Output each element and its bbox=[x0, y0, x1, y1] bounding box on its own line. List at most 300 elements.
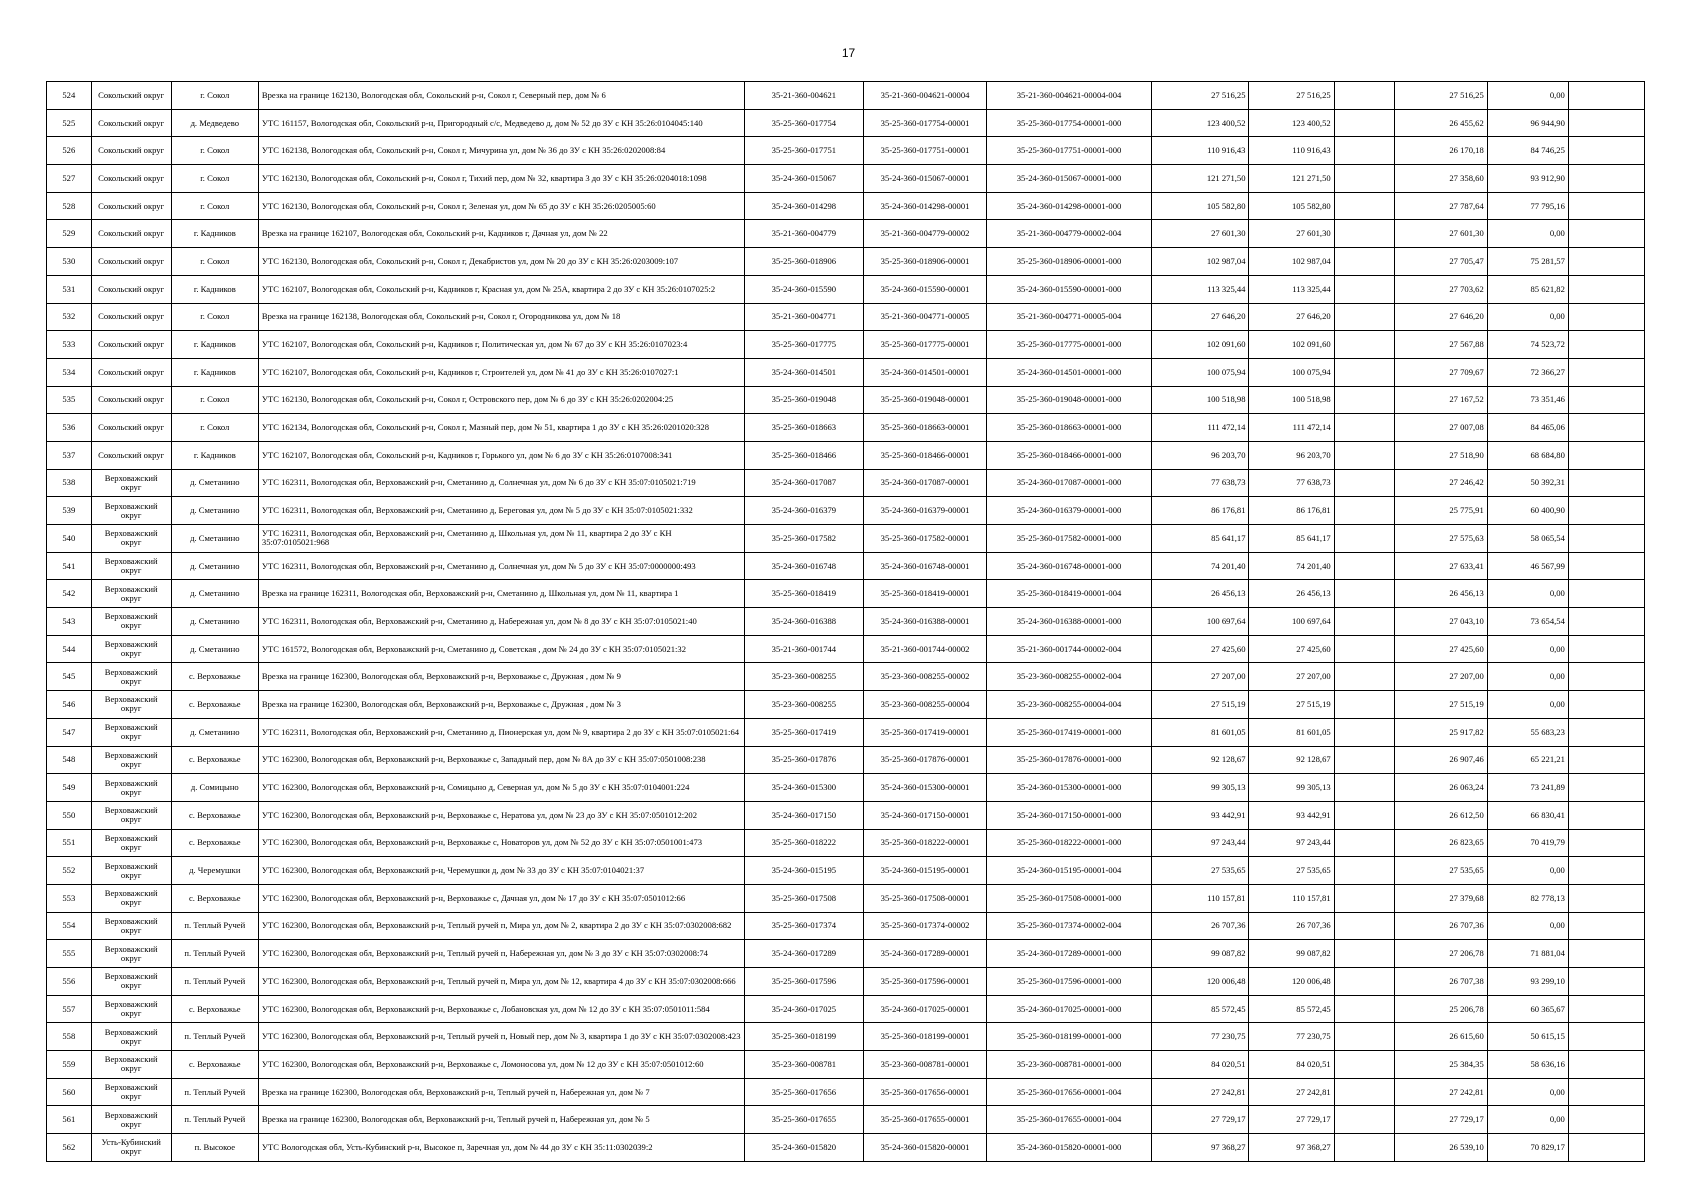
settlement-cell: г. Сокол bbox=[171, 192, 258, 220]
total-cost-cell: 97 243,44 bbox=[1152, 829, 1249, 857]
empty-cell bbox=[1334, 137, 1395, 165]
empty-cell bbox=[1334, 165, 1395, 193]
table-row bbox=[47, 995, 1645, 1023]
settlement-cell: д. Сметанино bbox=[171, 635, 258, 663]
base-cost-cell: 26 615,60 bbox=[1395, 1023, 1487, 1051]
point-code-cell: 35-25-360-017374-00002-004 bbox=[986, 912, 1151, 940]
subobject-code-cell: 35-25-360-017419-00001 bbox=[864, 718, 987, 746]
extra-cost-cell: 73 654,54 bbox=[1487, 608, 1568, 636]
subobject-code-cell: 35-25-360-018466-00001 bbox=[864, 441, 987, 469]
table-row bbox=[47, 857, 1645, 885]
empty-cell bbox=[1334, 1106, 1395, 1134]
base-cost-cell: 25 917,82 bbox=[1395, 718, 1487, 746]
subobject-code-cell: 35-25-360-018419-00001 bbox=[864, 580, 987, 608]
point-code-cell: 35-25-360-017656-00001-004 bbox=[986, 1078, 1151, 1106]
settlement-cell: д. Сметанино bbox=[171, 580, 258, 608]
total-cost-cell: 123 400,52 bbox=[1152, 109, 1249, 137]
note-cell bbox=[1568, 1051, 1644, 1079]
table-row bbox=[47, 82, 1645, 110]
settlement-cell: г. Сокол bbox=[171, 414, 258, 442]
registry-table-body bbox=[47, 82, 1645, 1162]
row-number-cell: 562 bbox=[47, 1134, 92, 1162]
note-cell bbox=[1568, 1106, 1644, 1134]
row-number-cell: 537 bbox=[47, 441, 92, 469]
address-cell: УТС 162130, Вологодская обл, Сокольский р-н, Сокол г, Декабристов ул, дом № 20 до ЗУ с КН 35:26:0203009:107 bbox=[258, 248, 744, 276]
base-cost-cell: 27 043,10 bbox=[1395, 608, 1487, 636]
table-row bbox=[47, 608, 1645, 636]
district-cell: Сокольский округ bbox=[91, 331, 171, 359]
cost-cell: 86 176,81 bbox=[1249, 497, 1334, 525]
settlement-cell: с. Верховажье bbox=[171, 746, 258, 774]
extra-cost-cell: 66 830,41 bbox=[1487, 801, 1568, 829]
note-cell bbox=[1568, 580, 1644, 608]
address-cell: УТС 162300, Вологодская обл, Верховажский р-н, Сомицыно д, Северная ул, дом № 5 до ЗУ с КН 35:07:0104001:224 bbox=[258, 774, 744, 802]
address-cell: Врезка на границе 162311, Вологодская обл, Верховажский р-н, Сметанино д, Школьная ул, дом № 11, квартира 1 bbox=[258, 580, 744, 608]
note-cell bbox=[1568, 358, 1644, 386]
empty-cell bbox=[1334, 663, 1395, 691]
object-code-cell: 35-24-360-016748 bbox=[744, 552, 864, 580]
cost-cell: 121 271,50 bbox=[1249, 165, 1334, 193]
extra-cost-cell: 0,00 bbox=[1487, 1106, 1568, 1134]
object-code-cell: 35-24-360-016388 bbox=[744, 608, 864, 636]
object-code-cell: 35-24-360-015195 bbox=[744, 857, 864, 885]
subobject-code-cell: 35-23-360-008255-00002 bbox=[864, 663, 987, 691]
note-cell bbox=[1568, 857, 1644, 885]
cost-cell: 113 325,44 bbox=[1249, 275, 1334, 303]
table-row bbox=[47, 801, 1645, 829]
empty-cell bbox=[1334, 801, 1395, 829]
cost-cell: 27 535,65 bbox=[1249, 857, 1334, 885]
address-cell: УТС 162300, Вологодская обл, Верховажский р-н, Теплый ручей п, Мира ул, дом № 2, квартира 2 до ЗУ с КН 35:07:0302008:682 bbox=[258, 912, 744, 940]
point-code-cell: 35-25-360-018906-00001-000 bbox=[986, 248, 1151, 276]
base-cost-cell: 27 705,47 bbox=[1395, 248, 1487, 276]
empty-cell bbox=[1334, 109, 1395, 137]
table-row bbox=[47, 552, 1645, 580]
extra-cost-cell: 82 778,13 bbox=[1487, 884, 1568, 912]
point-code-cell: 35-21-360-004621-00004-004 bbox=[986, 82, 1151, 110]
extra-cost-cell: 77 795,16 bbox=[1487, 192, 1568, 220]
base-cost-cell: 27 567,88 bbox=[1395, 331, 1487, 359]
object-code-cell: 35-25-360-017876 bbox=[744, 746, 864, 774]
subobject-code-cell: 35-25-360-017754-00001 bbox=[864, 109, 987, 137]
total-cost-cell: 93 442,91 bbox=[1152, 801, 1249, 829]
total-cost-cell: 99 087,82 bbox=[1152, 940, 1249, 968]
total-cost-cell: 105 582,80 bbox=[1152, 192, 1249, 220]
district-cell: Сокольский округ bbox=[91, 109, 171, 137]
note-cell bbox=[1568, 109, 1644, 137]
district-cell: Сокольский округ bbox=[91, 441, 171, 469]
cost-cell: 26 456,13 bbox=[1249, 580, 1334, 608]
settlement-cell: д. Сметанино bbox=[171, 718, 258, 746]
point-code-cell: 35-24-360-015067-00001-000 bbox=[986, 165, 1151, 193]
note-cell bbox=[1568, 497, 1644, 525]
note-cell bbox=[1568, 718, 1644, 746]
address-cell: УТС 162107, Вологодская обл, Сокольский р-н, Кадников г, Красная ул, дом № 25А, квартира 2 до ЗУ с КН 35:26:0107025:2 bbox=[258, 275, 744, 303]
note-cell bbox=[1568, 746, 1644, 774]
note-cell bbox=[1568, 995, 1644, 1023]
extra-cost-cell: 84 746,25 bbox=[1487, 137, 1568, 165]
object-code-cell: 35-24-360-017150 bbox=[744, 801, 864, 829]
point-code-cell: 35-21-360-004771-00005-004 bbox=[986, 303, 1151, 331]
address-cell: УТС 162311, Вологодская обл, Верховажский р-н, Сметанино д, Набережная ул, дом № 8 до ЗУ с КН 35:07:0105021:40 bbox=[258, 608, 744, 636]
note-cell bbox=[1568, 469, 1644, 497]
point-code-cell: 35-21-360-004779-00002-004 bbox=[986, 220, 1151, 248]
table-row bbox=[47, 663, 1645, 691]
note-cell bbox=[1568, 220, 1644, 248]
base-cost-cell: 27 246,42 bbox=[1395, 469, 1487, 497]
subobject-code-cell: 35-25-360-018222-00001 bbox=[864, 829, 987, 857]
cost-cell: 120 006,48 bbox=[1249, 968, 1334, 996]
table-row bbox=[47, 220, 1645, 248]
settlement-cell: с. Верховажье bbox=[171, 691, 258, 719]
note-cell bbox=[1568, 663, 1644, 691]
object-code-cell: 35-24-360-014501 bbox=[744, 358, 864, 386]
table-row bbox=[47, 1023, 1645, 1051]
object-code-cell: 35-24-360-015067 bbox=[744, 165, 864, 193]
object-code-cell: 35-21-360-004621 bbox=[744, 82, 864, 110]
row-number-cell: 555 bbox=[47, 940, 92, 968]
point-code-cell: 35-24-360-014298-00001-000 bbox=[986, 192, 1151, 220]
cost-cell: 100 697,64 bbox=[1249, 608, 1334, 636]
extra-cost-cell: 0,00 bbox=[1487, 580, 1568, 608]
subobject-code-cell: 35-25-360-017582-00001 bbox=[864, 525, 987, 553]
subobject-code-cell: 35-25-360-017751-00001 bbox=[864, 137, 987, 165]
table-row bbox=[47, 386, 1645, 414]
address-cell: Врезка на границе 162300, Вологодская обл, Верховажский р-н, Верховажье с, Дружная , дом № 9 bbox=[258, 663, 744, 691]
row-number-cell: 561 bbox=[47, 1106, 92, 1134]
cost-cell: 102 987,04 bbox=[1249, 248, 1334, 276]
extra-cost-cell: 65 221,21 bbox=[1487, 746, 1568, 774]
total-cost-cell: 96 203,70 bbox=[1152, 441, 1249, 469]
extra-cost-cell: 73 241,89 bbox=[1487, 774, 1568, 802]
object-code-cell: 35-24-360-015820 bbox=[744, 1134, 864, 1162]
address-cell: УТС 162107, Вологодская обл, Сокольский р-н, Кадников г, Строителей ул, дом № 41 до ЗУ с КН 35:26:0107027:1 bbox=[258, 358, 744, 386]
base-cost-cell: 26 707,38 bbox=[1395, 968, 1487, 996]
row-number-cell: 524 bbox=[47, 82, 92, 110]
district-cell: Усть-Кубинский округ bbox=[91, 1134, 171, 1162]
address-cell: УТС 161572, Вологодская обл, Верховажский р-н, Сметанино д, Советская , дом № 24 до ЗУ с КН 35:07:0105021:32 bbox=[258, 635, 744, 663]
extra-cost-cell: 70 829,17 bbox=[1487, 1134, 1568, 1162]
point-code-cell: 35-25-360-017508-00001-000 bbox=[986, 884, 1151, 912]
empty-cell bbox=[1334, 441, 1395, 469]
table-row bbox=[47, 248, 1645, 276]
total-cost-cell: 100 518,98 bbox=[1152, 386, 1249, 414]
cost-cell: 74 201,40 bbox=[1249, 552, 1334, 580]
object-code-cell: 35-24-360-017025 bbox=[744, 995, 864, 1023]
subobject-code-cell: 35-24-360-016388-00001 bbox=[864, 608, 987, 636]
table-row bbox=[47, 746, 1645, 774]
table-row bbox=[47, 165, 1645, 193]
row-number-cell: 547 bbox=[47, 718, 92, 746]
point-code-cell: 35-25-360-017754-00001-000 bbox=[986, 109, 1151, 137]
subobject-code-cell: 35-24-360-014501-00001 bbox=[864, 358, 987, 386]
extra-cost-cell: 72 366,27 bbox=[1487, 358, 1568, 386]
total-cost-cell: 26 707,36 bbox=[1152, 912, 1249, 940]
subobject-code-cell: 35-25-360-017508-00001 bbox=[864, 884, 987, 912]
row-number-cell: 538 bbox=[47, 469, 92, 497]
object-code-cell: 35-21-360-001744 bbox=[744, 635, 864, 663]
table-row bbox=[47, 1078, 1645, 1106]
total-cost-cell: 86 176,81 bbox=[1152, 497, 1249, 525]
base-cost-cell: 26 063,24 bbox=[1395, 774, 1487, 802]
address-cell: УТС 162300, Вологодская обл, Верховажский р-н, Верховажье с, Новаторов ул, дом № 52 до ЗУ с КН 35:07:0501001:473 bbox=[258, 829, 744, 857]
table-row bbox=[47, 497, 1645, 525]
empty-cell bbox=[1334, 414, 1395, 442]
table-row bbox=[47, 718, 1645, 746]
base-cost-cell: 27 516,25 bbox=[1395, 82, 1487, 110]
object-code-cell: 35-25-360-017374 bbox=[744, 912, 864, 940]
district-cell: Верховажский округ bbox=[91, 580, 171, 608]
address-cell: УТС 162107, Вологодская обл, Сокольский р-н, Кадников г, Политическая ул, дом № 67 до ЗУ с КН 35:26:0107023:4 bbox=[258, 331, 744, 359]
row-number-cell: 543 bbox=[47, 608, 92, 636]
subobject-code-cell: 35-24-360-015590-00001 bbox=[864, 275, 987, 303]
extra-cost-cell: 0,00 bbox=[1487, 691, 1568, 719]
settlement-cell: д. Медведево bbox=[171, 109, 258, 137]
point-code-cell: 35-24-360-016748-00001-000 bbox=[986, 552, 1151, 580]
base-cost-cell: 27 379,68 bbox=[1395, 884, 1487, 912]
extra-cost-cell: 60 400,90 bbox=[1487, 497, 1568, 525]
point-code-cell: 35-25-360-018222-00001-000 bbox=[986, 829, 1151, 857]
subobject-code-cell: 35-24-360-015300-00001 bbox=[864, 774, 987, 802]
point-code-cell: 35-25-360-017419-00001-000 bbox=[986, 718, 1151, 746]
row-number-cell: 529 bbox=[47, 220, 92, 248]
point-code-cell: 35-24-360-015300-00001-000 bbox=[986, 774, 1151, 802]
settlement-cell: г. Сокол bbox=[171, 303, 258, 331]
district-cell: Верховажский округ bbox=[91, 718, 171, 746]
point-code-cell: 35-23-360-008255-00002-004 bbox=[986, 663, 1151, 691]
table-row bbox=[47, 469, 1645, 497]
settlement-cell: г. Кадников bbox=[171, 331, 258, 359]
point-code-cell: 35-25-360-017751-00001-000 bbox=[986, 137, 1151, 165]
row-number-cell: 551 bbox=[47, 829, 92, 857]
settlement-cell: г. Сокол bbox=[171, 137, 258, 165]
empty-cell bbox=[1334, 331, 1395, 359]
row-number-cell: 527 bbox=[47, 165, 92, 193]
object-code-cell: 35-24-360-017289 bbox=[744, 940, 864, 968]
base-cost-cell: 27 729,17 bbox=[1395, 1106, 1487, 1134]
point-code-cell: 35-25-360-019048-00001-000 bbox=[986, 386, 1151, 414]
extra-cost-cell: 0,00 bbox=[1487, 635, 1568, 663]
note-cell bbox=[1568, 884, 1644, 912]
row-number-cell: 526 bbox=[47, 137, 92, 165]
extra-cost-cell: 96 944,90 bbox=[1487, 109, 1568, 137]
point-code-cell: 35-23-360-008255-00004-004 bbox=[986, 691, 1151, 719]
district-cell: Сокольский округ bbox=[91, 275, 171, 303]
note-cell bbox=[1568, 912, 1644, 940]
row-number-cell: 553 bbox=[47, 884, 92, 912]
cost-cell: 77 638,73 bbox=[1249, 469, 1334, 497]
cost-cell: 27 515,19 bbox=[1249, 691, 1334, 719]
extra-cost-cell: 46 567,99 bbox=[1487, 552, 1568, 580]
district-cell: Верховажский округ bbox=[91, 912, 171, 940]
address-cell: УТС 161157, Вологодская обл, Сокольский р-н, Пригородный с/с, Медведево д, дом № 52 до ЗУ с КН 35:26:0104045:140 bbox=[258, 109, 744, 137]
base-cost-cell: 27 242,81 bbox=[1395, 1078, 1487, 1106]
object-code-cell: 35-25-360-017419 bbox=[744, 718, 864, 746]
cost-cell: 102 091,60 bbox=[1249, 331, 1334, 359]
base-cost-cell: 26 455,62 bbox=[1395, 109, 1487, 137]
district-cell: Верховажский округ bbox=[91, 829, 171, 857]
settlement-cell: с. Верховажье bbox=[171, 884, 258, 912]
district-cell: Сокольский округ bbox=[91, 248, 171, 276]
cost-cell: 97 243,44 bbox=[1249, 829, 1334, 857]
extra-cost-cell: 75 281,57 bbox=[1487, 248, 1568, 276]
note-cell bbox=[1568, 441, 1644, 469]
empty-cell bbox=[1334, 358, 1395, 386]
table-row bbox=[47, 940, 1645, 968]
table-row bbox=[47, 192, 1645, 220]
address-cell: Врезка на границе 162300, Вологодская обл, Верховажский р-н, Теплый ручей п, Набережная ул, дом № 5 bbox=[258, 1106, 744, 1134]
subobject-code-cell: 35-25-360-018663-00001 bbox=[864, 414, 987, 442]
subobject-code-cell: 35-24-360-016748-00001 bbox=[864, 552, 987, 580]
district-cell: Сокольский округ bbox=[91, 358, 171, 386]
address-cell: УТС 162311, Вологодская обл, Верховажский р-н, Сметанино д, Школьная ул, дом № 11, квартира 2 до ЗУ с КН 35:07:0105021:968 bbox=[258, 525, 744, 553]
district-cell: Верховажский округ bbox=[91, 552, 171, 580]
table-row bbox=[47, 525, 1645, 553]
total-cost-cell: 102 091,60 bbox=[1152, 331, 1249, 359]
extra-cost-cell: 93 912,90 bbox=[1487, 165, 1568, 193]
address-cell: УТС 162311, Вологодская обл, Верховажский р-н, Сметанино д, Пионерская ул, дом № 9, квартира 2 до ЗУ с КН 35:07:0105021:64 bbox=[258, 718, 744, 746]
table-row bbox=[47, 968, 1645, 996]
total-cost-cell: 85 641,17 bbox=[1152, 525, 1249, 553]
object-code-cell: 35-25-360-018906 bbox=[744, 248, 864, 276]
point-code-cell: 35-25-360-018466-00001-000 bbox=[986, 441, 1151, 469]
object-code-cell: 35-25-360-018663 bbox=[744, 414, 864, 442]
cost-cell: 27 601,30 bbox=[1249, 220, 1334, 248]
object-code-cell: 35-25-360-017754 bbox=[744, 109, 864, 137]
object-code-cell: 35-25-360-017751 bbox=[744, 137, 864, 165]
extra-cost-cell: 0,00 bbox=[1487, 663, 1568, 691]
row-number-cell: 541 bbox=[47, 552, 92, 580]
address-cell: Врезка на границе 162107, Вологодская обл, Сокольский р-н, Кадников г, Дачная ул, дом № 22 bbox=[258, 220, 744, 248]
district-cell: Верховажский округ bbox=[91, 608, 171, 636]
table-row bbox=[47, 331, 1645, 359]
subobject-code-cell: 35-25-360-017775-00001 bbox=[864, 331, 987, 359]
table-row bbox=[47, 441, 1645, 469]
empty-cell bbox=[1334, 497, 1395, 525]
point-code-cell: 35-24-360-015820-00001-000 bbox=[986, 1134, 1151, 1162]
cost-cell: 77 230,75 bbox=[1249, 1023, 1334, 1051]
table-row bbox=[47, 580, 1645, 608]
empty-cell bbox=[1334, 580, 1395, 608]
total-cost-cell: 77 638,73 bbox=[1152, 469, 1249, 497]
base-cost-cell: 27 575,63 bbox=[1395, 525, 1487, 553]
empty-cell bbox=[1334, 220, 1395, 248]
object-code-cell: 35-21-360-004779 bbox=[744, 220, 864, 248]
address-cell: УТС 162300, Вологодская обл, Верховажский р-н, Теплый ручей п, Новый пер, дом № 3, квартира 1 до ЗУ с КН 35:07:0302008:423 bbox=[258, 1023, 744, 1051]
total-cost-cell: 27 515,19 bbox=[1152, 691, 1249, 719]
cost-cell: 99 305,13 bbox=[1249, 774, 1334, 802]
district-cell: Верховажский округ bbox=[91, 857, 171, 885]
cost-cell: 96 203,70 bbox=[1249, 441, 1334, 469]
subobject-code-cell: 35-25-360-018906-00001 bbox=[864, 248, 987, 276]
district-cell: Верховажский округ bbox=[91, 1023, 171, 1051]
object-code-cell: 35-24-360-016379 bbox=[744, 497, 864, 525]
extra-cost-cell: 71 881,04 bbox=[1487, 940, 1568, 968]
subobject-code-cell: 35-24-360-017289-00001 bbox=[864, 940, 987, 968]
subobject-code-cell: 35-25-360-018199-00001 bbox=[864, 1023, 987, 1051]
address-cell: Врезка на границе 162300, Вологодская обл, Верховажский р-н, Верховажье с, Дружная , дом № 3 bbox=[258, 691, 744, 719]
table-row bbox=[47, 912, 1645, 940]
cost-cell: 84 020,51 bbox=[1249, 1051, 1334, 1079]
table-row bbox=[47, 691, 1645, 719]
note-cell bbox=[1568, 525, 1644, 553]
base-cost-cell: 26 907,46 bbox=[1395, 746, 1487, 774]
note-cell bbox=[1568, 829, 1644, 857]
extra-cost-cell: 93 299,10 bbox=[1487, 968, 1568, 996]
table-row bbox=[47, 829, 1645, 857]
total-cost-cell: 85 572,45 bbox=[1152, 995, 1249, 1023]
district-cell: Сокольский округ bbox=[91, 414, 171, 442]
subobject-code-cell: 35-21-360-001744-00002 bbox=[864, 635, 987, 663]
address-cell: УТС 162300, Вологодская обл, Верховажский р-н, Теплый ручей п, Набережная ул, дом № 3 до ЗУ с КН 35:07:0302008:74 bbox=[258, 940, 744, 968]
district-cell: Верховажский округ bbox=[91, 801, 171, 829]
district-cell: Верховажский округ bbox=[91, 1051, 171, 1079]
district-cell: Верховажский округ bbox=[91, 497, 171, 525]
object-code-cell: 35-24-360-017087 bbox=[744, 469, 864, 497]
object-code-cell: 35-23-360-008255 bbox=[744, 691, 864, 719]
point-code-cell: 35-25-360-017655-00001-004 bbox=[986, 1106, 1151, 1134]
cost-cell: 100 518,98 bbox=[1249, 386, 1334, 414]
total-cost-cell: 27 516,25 bbox=[1152, 82, 1249, 110]
address-cell: Врезка на границе 162300, Вологодская обл, Верховажский р-н, Теплый ручей п, Набережная ул, дом № 7 bbox=[258, 1078, 744, 1106]
settlement-cell: г. Сокол bbox=[171, 82, 258, 110]
extra-cost-cell: 0,00 bbox=[1487, 857, 1568, 885]
extra-cost-cell: 58 065,54 bbox=[1487, 525, 1568, 553]
district-cell: Сокольский округ bbox=[91, 220, 171, 248]
row-number-cell: 534 bbox=[47, 358, 92, 386]
settlement-cell: г. Кадников bbox=[171, 441, 258, 469]
address-cell: УТС 162300, Вологодская обл, Верховажский р-н, Верховажье с, Лобановская ул, дом № 12 до ЗУ с КН 35:07:0501011:584 bbox=[258, 995, 744, 1023]
base-cost-cell: 26 170,18 bbox=[1395, 137, 1487, 165]
row-number-cell: 560 bbox=[47, 1078, 92, 1106]
total-cost-cell: 84 020,51 bbox=[1152, 1051, 1249, 1079]
empty-cell bbox=[1334, 552, 1395, 580]
total-cost-cell: 110 916,43 bbox=[1152, 137, 1249, 165]
settlement-cell: д. Сметанино bbox=[171, 525, 258, 553]
empty-cell bbox=[1334, 995, 1395, 1023]
note-cell bbox=[1568, 137, 1644, 165]
cost-cell: 93 442,91 bbox=[1249, 801, 1334, 829]
row-number-cell: 531 bbox=[47, 275, 92, 303]
address-cell: УТС 162300, Вологодская обл, Верховажский р-н, Верховажье с, Дачная ул, дом № 17 до ЗУ с КН 35:07:0501012:66 bbox=[258, 884, 744, 912]
point-code-cell: 35-25-360-017596-00001-000 bbox=[986, 968, 1151, 996]
subobject-code-cell: 35-24-360-015820-00001 bbox=[864, 1134, 987, 1162]
settlement-cell: с. Верховажье bbox=[171, 1051, 258, 1079]
row-number-cell: 544 bbox=[47, 635, 92, 663]
table-row bbox=[47, 275, 1645, 303]
subobject-code-cell: 35-23-360-008255-00004 bbox=[864, 691, 987, 719]
object-code-cell: 35-23-360-008781 bbox=[744, 1051, 864, 1079]
cost-cell: 123 400,52 bbox=[1249, 109, 1334, 137]
empty-cell bbox=[1334, 192, 1395, 220]
note-cell bbox=[1568, 414, 1644, 442]
empty-cell bbox=[1334, 1134, 1395, 1162]
settlement-cell: г. Кадников bbox=[171, 358, 258, 386]
base-cost-cell: 27 709,67 bbox=[1395, 358, 1487, 386]
row-number-cell: 525 bbox=[47, 109, 92, 137]
subobject-code-cell: 35-24-360-015067-00001 bbox=[864, 165, 987, 193]
settlement-cell: с. Верховажье bbox=[171, 829, 258, 857]
note-cell bbox=[1568, 1023, 1644, 1051]
base-cost-cell: 26 612,50 bbox=[1395, 801, 1487, 829]
point-code-cell: 35-24-360-017025-00001-000 bbox=[986, 995, 1151, 1023]
row-number-cell: 554 bbox=[47, 912, 92, 940]
settlement-cell: п. Теплый Ручей bbox=[171, 1078, 258, 1106]
address-cell: УТС 162300, Вологодская обл, Верховажский р-н, Черемушки д, дом № 33 до ЗУ с КН 35:07:0104021:37 bbox=[258, 857, 744, 885]
row-number-cell: 542 bbox=[47, 580, 92, 608]
total-cost-cell: 27 535,65 bbox=[1152, 857, 1249, 885]
cost-cell: 100 075,94 bbox=[1249, 358, 1334, 386]
